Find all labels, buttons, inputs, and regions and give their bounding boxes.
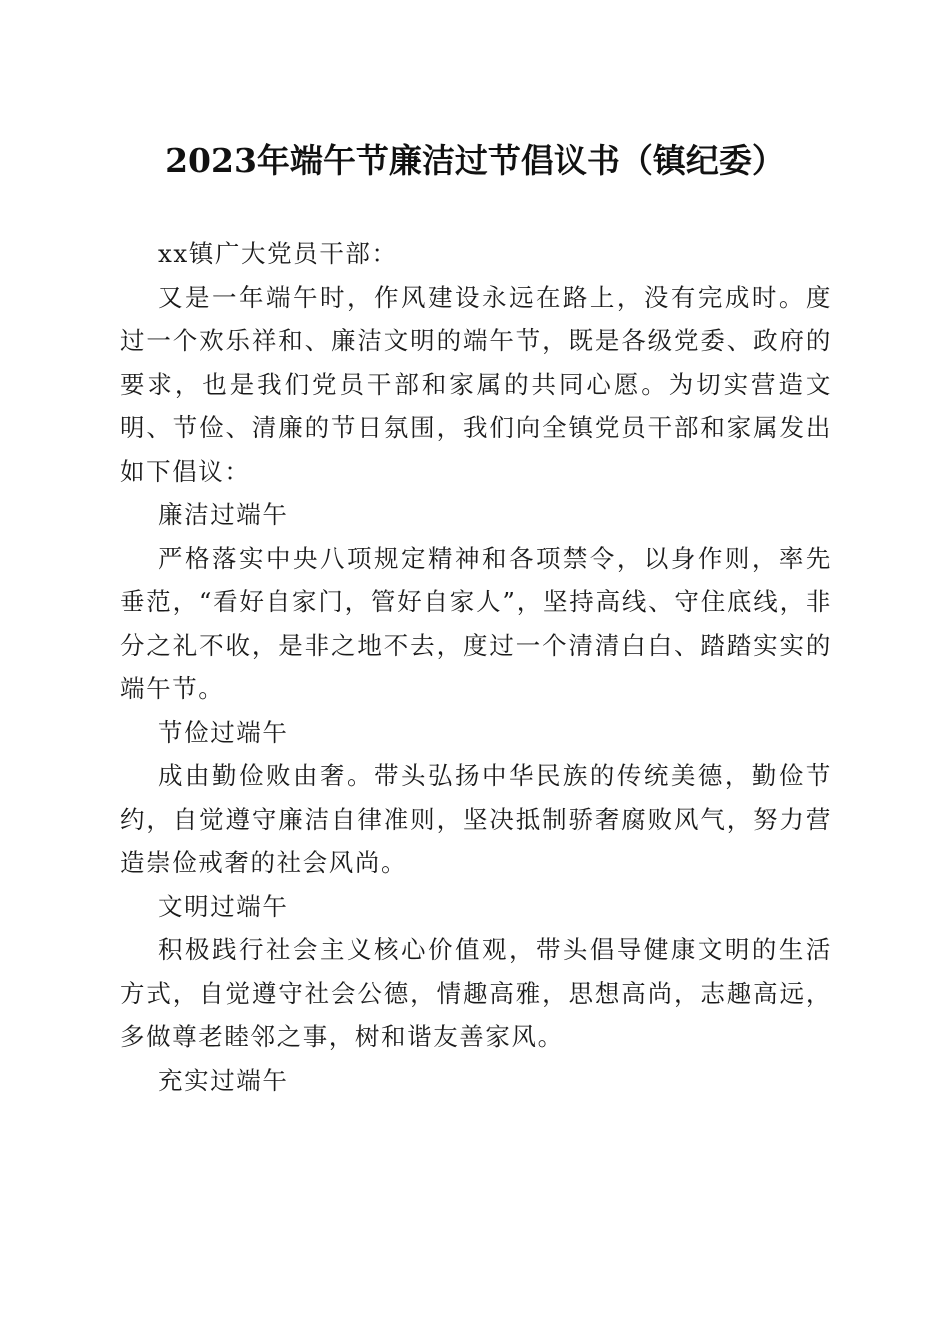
document-body: [120, 232, 832, 1102]
section-heading-fulfilling: 充实过端午: [158, 1065, 289, 1095]
salutation: xx镇广大党员干部：: [158, 239, 398, 268]
section-heading-integrity: 廉洁过端午: [158, 500, 289, 529]
section-text-frugality: 成由勤俭败由奢。带头弘扬中华民族的传统美德，勤俭节约，自觉遵守廉洁自律准则，坚决抵制骄奢腐败风气，努力营造崇俭戒奢的社会风尚。: [120, 761, 832, 877]
section-heading-civility: 文明过端午: [158, 891, 289, 921]
intro-paragraph: 又是一年端午时，作风建设永远在路上，没有完成时。度过一个欢乐祥和、廉洁文明的端午节，既是各级党委、政府的要求，也是我们党员干部和家属的共同心愿。为切实营造文明、节俭、清廉的节日氛围，我们向全镇党员干部和家属发出如下倡议：: [120, 282, 832, 486]
document-title: 2023年端午节廉洁过节倡议书（镇纪委）: [165, 141, 785, 180]
section-text-integrity: 严格落实中央八项规定精神和各项禁令，以身作则，率先垂范，“看好自家门，管好自家人”，坚持高线、守住底线，非分之礼不收，是非之地不去，度过一个清清白白、踏踏实实的端午节。: [120, 543, 832, 703]
section-text-civility: 积极践行社会主义核心价值观，带头倡导健康文明的生活方式，自觉遵守社会公德，情趣高雅，思想高尚，志趣高远，多做尊老睦邻之事，树和谐友善家风。: [120, 935, 832, 1051]
section-heading-frugality: 节俭过端午: [158, 717, 289, 747]
